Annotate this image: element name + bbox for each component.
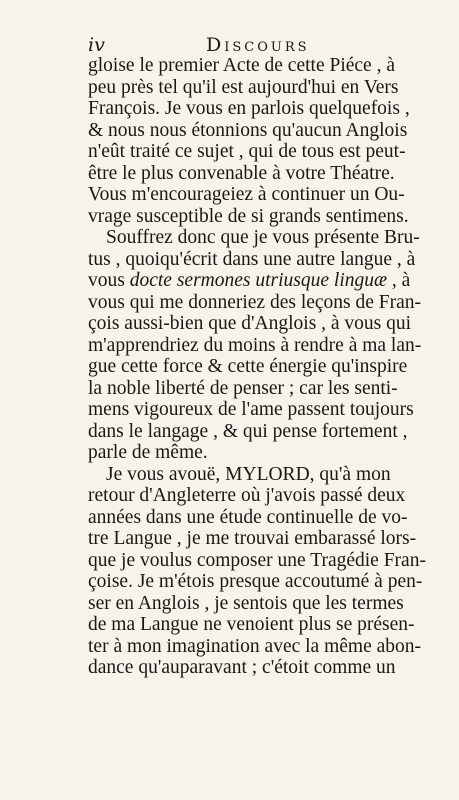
paragraph-1 [88, 55, 426, 227]
text-line-with-latin-quote [88, 270, 426, 292]
text-segment: , à [387, 270, 411, 291]
text-line: tre Langue , je me trouvai embarassé lors- [88, 528, 417, 549]
paragraph-3 [88, 464, 426, 679]
text-line: Souffrez donc que je vous présente Bru- [106, 227, 420, 248]
text-line: la noble liberté de penser ; car les senti- [88, 377, 398, 399]
text-line: être le plus convenable à votre Théatre. [88, 162, 395, 184]
text-line: gloise le premier Acte de cette Piéce , à [88, 55, 395, 76]
text-line: n'eût traité ce sujet , qui de tous est peut- [88, 141, 406, 162]
text-line: çoise. Je m'étois presque accoutumé à pen- [88, 571, 423, 592]
text-line: de ma Langue ne venoient plus se présen- [88, 614, 415, 635]
text-line: dance qu'auparavant ; c'étoit comme un [88, 657, 396, 678]
text-line: ter à mon imagination avec la même abon- [88, 635, 421, 657]
running-title: Discours [206, 34, 310, 56]
text-segment: vous [88, 270, 130, 291]
text-line: Je vous avouë, MYLORD, qu'à mon [106, 463, 391, 485]
text-line: peu près tel qu'il est aujourd'hui en Vers [88, 76, 399, 98]
text-line: ser en Anglois , je sentois que les termes [88, 592, 404, 614]
text-line: années dans une étude continuelle de vo- [88, 506, 408, 528]
text-line: vous qui me donneriez des leçons de Fran- [88, 291, 422, 313]
text-line: tus , quoiqu'écrit dans une autre langue , à [88, 248, 416, 270]
text-line: vrage susceptible de si grands sentimens. [88, 205, 409, 227]
text-line: dans le langage , & qui pense fortement , [88, 420, 408, 442]
folio-number: iv [88, 34, 105, 56]
text-line: m'apprendriez du moins à rendre à ma lan- [88, 334, 422, 356]
text-line: çois aussi-bien que d'Anglois , à vous qui [88, 313, 412, 334]
text-line: gue cette force & cette énergie qu'inspire [88, 356, 408, 377]
latin-quotation: docte sermones utriusque linguæ [129, 270, 387, 291]
body-text [88, 55, 426, 679]
text-line: Vous m'encourageiez à continuer un Ou- [88, 184, 405, 205]
text-line: que je voulus composer une Tragédie Fran- [88, 549, 426, 571]
paragraph-2 [88, 227, 426, 464]
text-line: & nous nous étonnions qu'aucun Anglois [88, 119, 408, 141]
text-line: mens vigoureux de l'ame passent toujours [88, 399, 414, 420]
text-line: parle de même. [88, 442, 208, 463]
text-line: François. Je vous en parlois quelquefois , [88, 98, 410, 119]
text-line: retour d'Angleterre où j'avois passé deux [88, 485, 406, 506]
